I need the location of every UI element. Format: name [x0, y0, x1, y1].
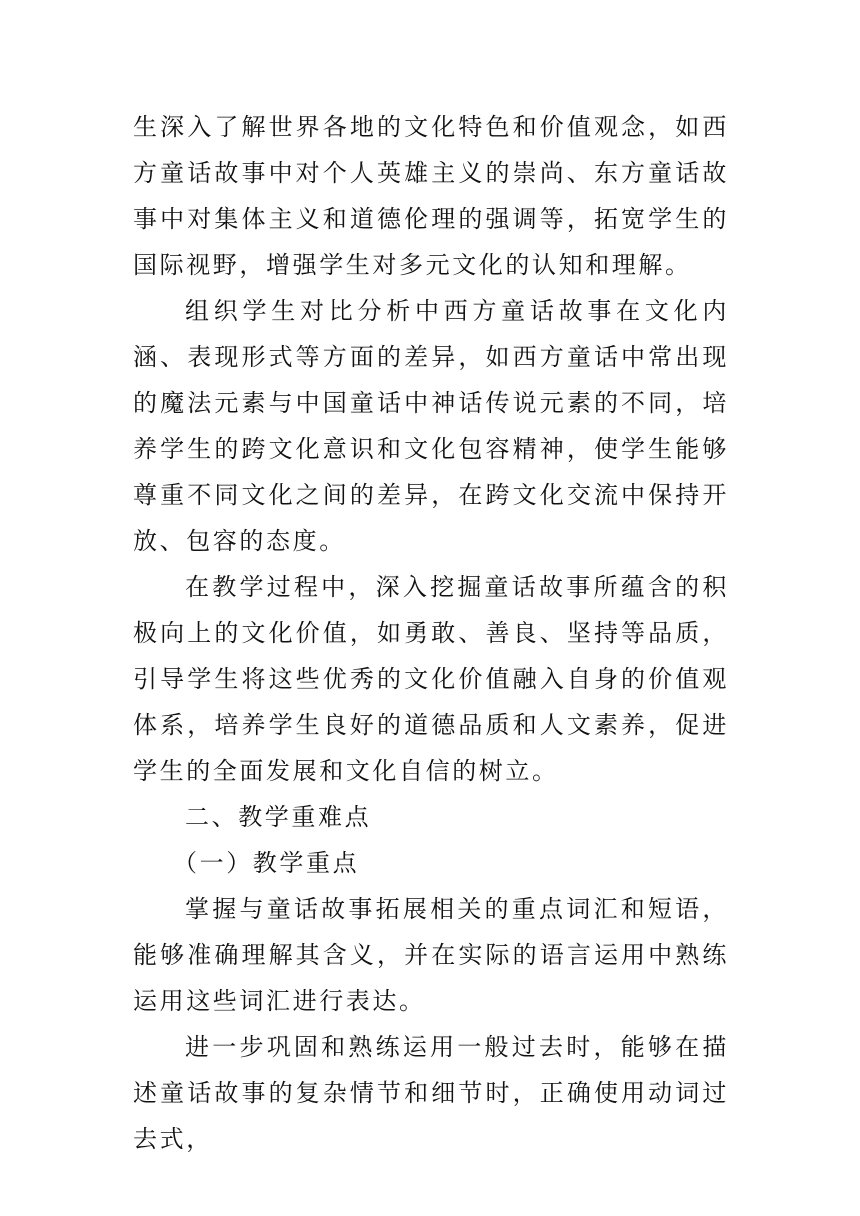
- paragraph-past-tense-focus: 进一步巩固和熟练运用一般过去时，能够在描述童话故事的复杂情节和细节时，正确使用动词过去式，: [133, 1033, 729, 1153]
- subsection-heading: （一）教学重点: [173, 849, 360, 877]
- paragraph-value-cultivation: 在教学过程中，深入挖掘童话故事所蕴含的积极向上的文化价值，如勇敢、善良、坚持等品质，引导学生将这些优秀的文化价值融入自身的价值观体系，培养学生良好的道德品质和人文素养，促进学生的全面发展和文化自信的树立。: [133, 573, 729, 785]
- paragraph-cross-cultural-comparison: 组织学生对比分析中西方童话故事在文化内涵、表现形式等方面的差异，如西方童话中常出现的魔法元素与中国童话中神话传说元素的不同，培养学生的跨文化意识和文化包容精神，使学生能够尊重不同文化之间的差异，在跨文化交流中保持开放、包容的态度。: [133, 297, 729, 555]
- paragraph-vocabulary-focus: 掌握与童话故事拓展相关的重点词汇和短语，能够准确理解其含义，并在实际的语言运用中熟练运用这些词汇进行表达。: [133, 895, 729, 1015]
- section-heading: 二、教学重难点: [185, 803, 372, 831]
- document-body: [133, 104, 729, 1162]
- paragraph-cultural-values: 生深入了解世界各地的文化特色和价值观念，如西方童话故事中对个人英雄主义的崇尚、东方童话故事中对集体主义和道德伦理的强调等，拓宽学生的国际视野，增强学生对多元文化的认知和理解。: [133, 113, 729, 279]
